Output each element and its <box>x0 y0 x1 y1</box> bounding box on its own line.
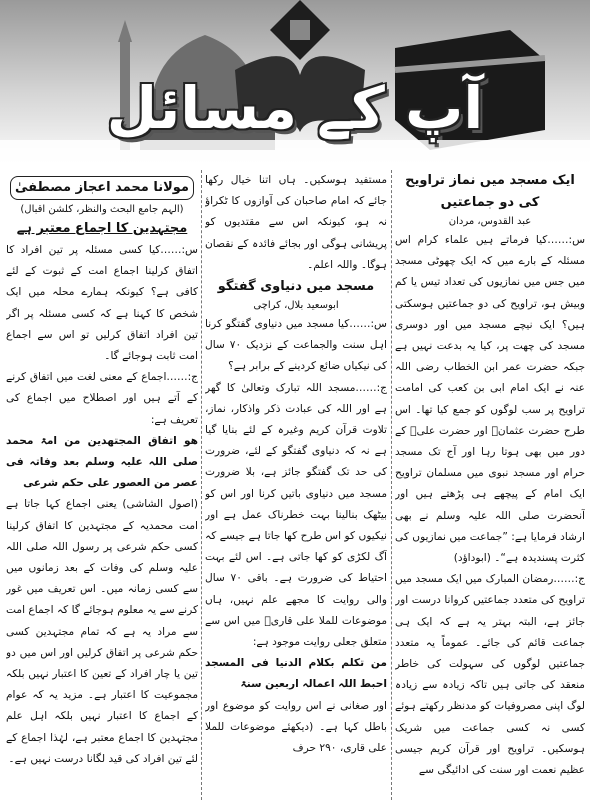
arabic-quote: ھو اتفاق المجتھدین من امۃ محمد صلی اللہ علیہ وسلم بعد وفاتہ فی عصر من العصور علی حکم شرعی <box>6 434 198 490</box>
questioner-name: ابوسعید بلال، کراچی <box>253 300 339 312</box>
author-subtitle: (الہم جامع البحث والنظر، کلشن اقبال) <box>20 204 184 215</box>
middle-column <box>205 170 387 800</box>
column-divider <box>391 170 392 800</box>
article-title: مسجد میں دنیاوی گفتگو <box>217 279 375 295</box>
left-column <box>6 170 198 800</box>
answer-body-text: (اصول الشاشی) یعنی اجماع کہا جاتا ہے امت محمدیہ کے مجتہدین کا اتفاق کرلینا کسی حکم شرعی پر رسول اللہ صلی اللہ علیہ وسلم کی وفات کے بعد زمانوں میں سے کسی زمانہ میں۔ اس تعریف میں غور کرنے سے یہ معلوم ہوجائے گا کہ اجماع امت سے مراد یہ ہے کہ تمام مجتہدین کسی حکم شرعی پر اتفاق کرلیں اور اس میں دو تین یا چار افراد کے تعین کا اعتبار نہیں بلکہ مجموعیت کا اعتبار ہے۔ مزید یہ کہ عوام کے اجماع کا اعتبار نہیں بلکہ اہل علم مجتہدین کا اجماع معتبر ہے، لہٰذا اجماع کے لئے تین افراد کی قید لگانا درست نہیں ہے۔ <box>6 498 198 765</box>
answer-text: ج:……اجماع کے معنی لغت میں اتفاق کرنے کے آتے ہیں اور اصطلاح میں اجماع کی تعریف ہے: <box>6 371 198 426</box>
article-title: مجتہدین کا اجماع معتبر ہے <box>16 221 188 236</box>
answer-text: ج:……رمضان المبارک میں ایک مسجد میں تراویح کی متعدد جماعتیں کروانا درست اور جائز ہے، البتہ بہتر یہ ہے کہ ایک ہی جماعت قائم کی جائے۔ عموماً یہ متعدد جماعتیں لوگوں کی سہولت کی خاطر منعقد کی جاتی ہیں تاکہ زیادہ سے زیادہ لوگ اپنی مصروفیات کو مدنظر رکھتے ہوئے کسی نہ کسی جماعت میں شریک ہوسکیں۔ تراویح اور قرآن کریم جیسی عظیم نعمت اور سنت کی ادائیگی سے <box>395 573 585 777</box>
author-name: مولانا محمد اعجاز مصطفیٰ <box>10 176 194 200</box>
answer-text: ج:……مسجد اللہ تبارک وتعالیٰ کا گھر ہے اور اللہ کی عبادت ذکر واذکار، نماز، تلاوت قرآن کریم وغیرہ کے لئے بنایا گیا ہے نہ کہ دنیاوی گفتگو کے لئے، ضرورت کی حد تک گفتگو جائز ہے، بلا ضرورت مسجد میں دنیاوی باتیں کرنا اور اس کو بیٹھک بنالینا بہت خطرناک عمل ہے اور نیکیوں کو اس طرح کھا جاتا ہے جیسے کہ آگ لکڑی کو کھا جاتی ہے۔ اس لئے بہت احتیاط کی ضرورت ہے۔ باقی ۷۰ سال والی روایت کا مجھے علم نہیں، ہاں موضوعات للملا علی قاریؒ میں اس سے متعلق جعلی روایت موجود ہے: <box>205 381 387 649</box>
answer-tail-text: اور صغانی نے اس روایت کو موضوع اور باطل کہا ہے۔ (دیکھئے موضوعات للملا علی قاری، ۲۹۰ حرف <box>205 699 387 755</box>
article-title: ایک مسجد میں نماز تراویح کی دو جماعتیں <box>405 173 575 210</box>
question-text: س:……کیا کسی مسئلہ پر تین افراد کا اتفاق کرلینا اجماع امت کے ثبوت کے لئے کافی ہے؟ کیونکہ ہمارے محلہ میں ایک شخص کا کہنا ہے کہ کسی مسئلہ پر اگر تین افراد اتفاق کرلیں تو اس سے اجماع امت ثابت ہوجائے گا۔ <box>6 244 198 363</box>
section-logo: آپ کے مسائل <box>106 74 484 142</box>
question-text: س:……کیا مسجد میں دنیاوی گفتگو کرنا اہل سنت والجماعت کے نزدیک ۷۰ سال کی نیکیاں ضائع کردینے کے برابر ہے؟ <box>205 318 387 373</box>
header-banner <box>0 0 590 172</box>
question-text: س:……کیا فرماتے ہیں علماء کرام اس مسئلہ کے بارے میں کہ ایک چھوٹی مسجد میں جس میں نمازیوں کی تعداد تیس یا کم وبیش ہو، تراویح کی دو جماعتیں ہوسکتی ہیں؟ ایک نیچے مسجد میں اور دوسری مسجد کی چھت پر، کیا یہ بدعت نہیں ہے جبکہ حضرت عمر ابن الخطاب رضی اللہ عنہ نے ایک امام ابی بن کعب کی امامت تراویح پر سب لوگوں کو جمع کیا تھا۔ اس طرح حضرت عثمانؓ اور حضرت علیؓ کے دور میں بھی ہوتا رہا اور آج تک مسجد حرام اور مسجد نبوی میں مسلمان تراویح ایک امام کے پیچھے ہی پڑھتے ہیں اور آنحضرت صلی اللہ علیہ وسلم نے بھی ارشاد فرمایا ہے: ”جماعت میں نمازیوں کی کثرت پسندیدہ ہے“۔ (ابوداؤد) <box>395 234 585 565</box>
right-column <box>395 170 585 800</box>
arabic-quote: من تکلم بکلام الدنیا فی المسجد احبط اللہ اعمالہ اربعین سنۃ <box>205 657 387 691</box>
continued-answer-text: مستفید ہوسکیں۔ ہاں اتنا خیال رکھا جائے کہ امام صاحبان کی آوازوں کا ٹکراؤ نہ ہو، کیونکہ اس سے مقتدیوں کو پریشانی ہوگی اور بجائے فائدہ کے نقصان ہوگا۔ واللہ اعلم۔ <box>205 174 387 271</box>
questioner-name: عبد القدوس، مردان <box>448 216 532 227</box>
column-divider <box>201 170 202 800</box>
